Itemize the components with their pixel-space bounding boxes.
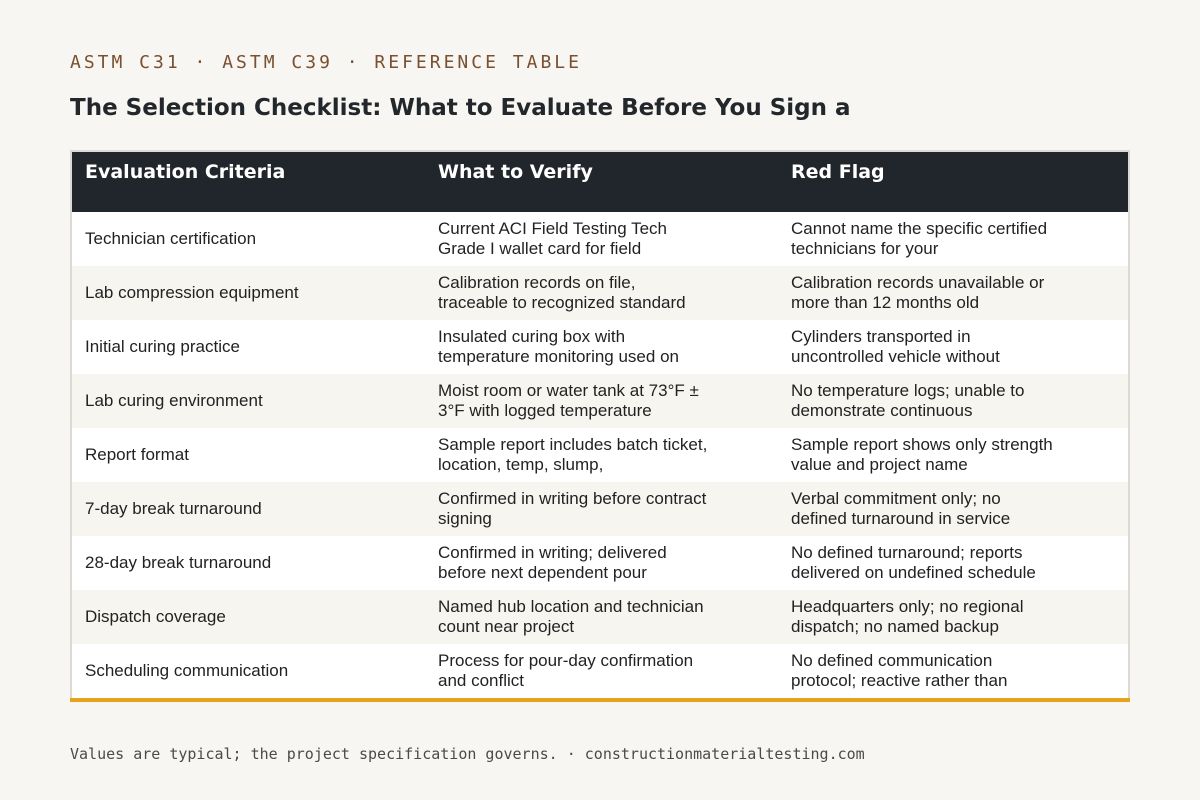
table-row (72, 644, 1128, 698)
cell-text: Calibration records unavailable or more than 12 months old (791, 273, 1045, 312)
reference-table (70, 150, 1130, 698)
verify-cell (425, 320, 778, 374)
cell-text: Verbal commitment only; no defined turnaround in service (791, 489, 1011, 528)
cell-text: No temperature logs; unable to demonstrate continuous (791, 381, 1025, 420)
table-row (72, 482, 1128, 536)
red-flag-cell (778, 482, 1128, 536)
cell-text: Initial curing practice (85, 337, 240, 356)
cell-text: Named hub location and technician count near project (438, 597, 704, 636)
cell-text: No defined communication protocol; reactive rather than (791, 651, 1008, 690)
criteria-cell (72, 428, 425, 482)
table-header (72, 152, 1128, 212)
table-row (72, 374, 1128, 428)
criteria-cell (72, 212, 425, 266)
criteria-cell (72, 482, 425, 536)
red-flag-cell (778, 212, 1128, 266)
cell-text: Report format (85, 445, 189, 464)
column-header-evaluation-criteria: Evaluation Criteria (72, 152, 425, 212)
verify-cell (425, 212, 778, 266)
cell-text: Current ACI Field Testing Tech Grade I wallet card for field (438, 219, 667, 258)
cell-text: Confirmed in writing before contract signing (438, 489, 707, 528)
cell-text: Scheduling communication (85, 661, 289, 680)
verify-cell (425, 482, 778, 536)
table-body (72, 212, 1128, 698)
column-header-red-flag: Red Flag (778, 152, 1128, 212)
verify-cell (425, 428, 778, 482)
criteria-cell (72, 374, 425, 428)
header-row (72, 152, 1128, 212)
red-flag-cell (778, 536, 1128, 590)
cell-text: Lab compression equipment (85, 283, 299, 302)
page-title: The Selection Checklist: What to Evaluate Before You Sign a (70, 95, 851, 121)
cell-text: 7-day break turnaround (85, 499, 262, 518)
table-row (72, 212, 1128, 266)
table-row (72, 428, 1128, 482)
cell-text: Dispatch coverage (85, 607, 226, 626)
cell-text: Headquarters only; no regional dispatch; no named backup (791, 597, 1024, 636)
cell-text: 28-day break turnaround (85, 553, 272, 572)
table-row (72, 536, 1128, 590)
cell-text: Insulated curing box with temperature monitoring used on (438, 327, 679, 366)
criteria-cell (72, 644, 425, 698)
red-flag-cell (778, 374, 1128, 428)
criteria-cell (72, 536, 425, 590)
cell-text: No defined turnaround; reports delivered on undefined schedule (791, 543, 1036, 582)
checklist-table (72, 152, 1128, 698)
verify-cell (425, 536, 778, 590)
red-flag-cell (778, 266, 1128, 320)
cell-text: Cylinders transported in uncontrolled vehicle without (791, 327, 1000, 366)
cell-text: Lab curing environment (85, 391, 263, 410)
cell-text: Calibration records on file, traceable to recognized standard (438, 273, 686, 312)
footer-note: Values are typical; the project specification governs. · constructionmaterialtesting.com (70, 745, 865, 763)
cell-text: Sample report shows only strength value and project name (791, 435, 1053, 474)
criteria-cell (72, 590, 425, 644)
column-header-what-to-verify: What to Verify (425, 152, 778, 212)
verify-cell (425, 266, 778, 320)
eyebrow-label: ASTM C31 · ASTM C39 · REFERENCE TABLE (70, 52, 582, 73)
verify-cell (425, 644, 778, 698)
cell-text: Moist room or water tank at 73°F ± 3°F with logged temperature (438, 381, 699, 420)
cell-text: Cannot name the specific certified technicians for your (791, 219, 1048, 258)
criteria-cell (72, 266, 425, 320)
table-row (72, 320, 1128, 374)
table-row (72, 590, 1128, 644)
cell-text: Process for pour-day confirmation and conflict (438, 651, 694, 690)
red-flag-cell (778, 644, 1128, 698)
table-accent-rule (70, 698, 1130, 702)
red-flag-cell (778, 320, 1128, 374)
red-flag-cell (778, 428, 1128, 482)
cell-text: Technician certification (85, 229, 257, 248)
cell-text: Confirmed in writing; delivered before next dependent pour (438, 543, 667, 582)
verify-cell (425, 374, 778, 428)
red-flag-cell (778, 590, 1128, 644)
cell-text: Sample report includes batch ticket, location, temp, slump, (438, 435, 708, 474)
table-row (72, 266, 1128, 320)
verify-cell (425, 590, 778, 644)
criteria-cell (72, 320, 425, 374)
